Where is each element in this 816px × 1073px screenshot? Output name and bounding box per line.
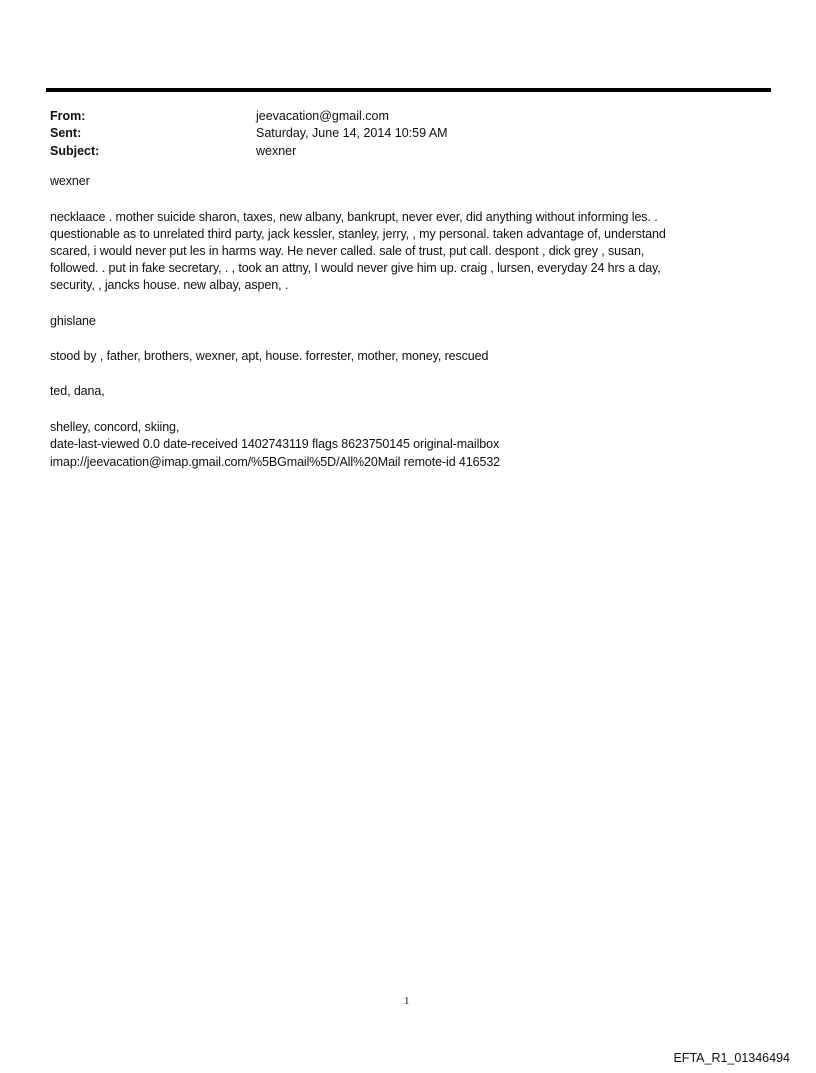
- subject-label: Subject:: [50, 144, 100, 158]
- from-label: From:: [50, 109, 86, 123]
- body-line: stood by , father, brothers, wexner, apt, house. forrester, mother, money, rescued: [50, 349, 489, 363]
- from-value: jeevacation@gmail.com: [256, 109, 389, 123]
- body-line: ghislane: [50, 314, 96, 328]
- body-line: wexner: [50, 174, 90, 188]
- body-line: questionable as to unrelated third party, jack kessler, stanley, jerry, , my personal. taken advantage of, understand: [50, 227, 666, 241]
- body-line: necklaace . mother suicide sharon, taxes, new albany, bankrupt, never ever, did anything without informing les. .: [50, 210, 658, 224]
- body-line: security, , jancks house. new albay, aspen, .: [50, 278, 289, 292]
- body-line: followed. . put in fake secretary, . , took an attny, I would never give him up. craig , lursen, everyday 24 hrs a day,: [50, 261, 661, 275]
- subject-value: wexner: [256, 144, 297, 158]
- header-rule: [46, 88, 771, 92]
- body-line: ted, dana,: [50, 384, 105, 398]
- body-line: scared, i would never put les in harms way. He never called. sale of trust, put call. despont , dick grey , susan,: [50, 244, 645, 258]
- page-number: 1: [404, 995, 410, 1007]
- sent-value: Saturday, June 14, 2014 10:59 AM: [256, 126, 448, 140]
- body-line: imap://jeevacation@imap.gmail.com/%5BGmail%5D/All%20Mail remote-id 416532: [50, 455, 501, 469]
- document-id: EFTA_R1_01346494: [673, 1051, 790, 1065]
- body-line: date-last-viewed 0.0 date-received 1402743119 flags 8623750145 original-mailbox: [50, 437, 500, 451]
- sent-label: Sent:: [50, 126, 82, 140]
- body-line: shelley, concord, skiing,: [50, 420, 180, 434]
